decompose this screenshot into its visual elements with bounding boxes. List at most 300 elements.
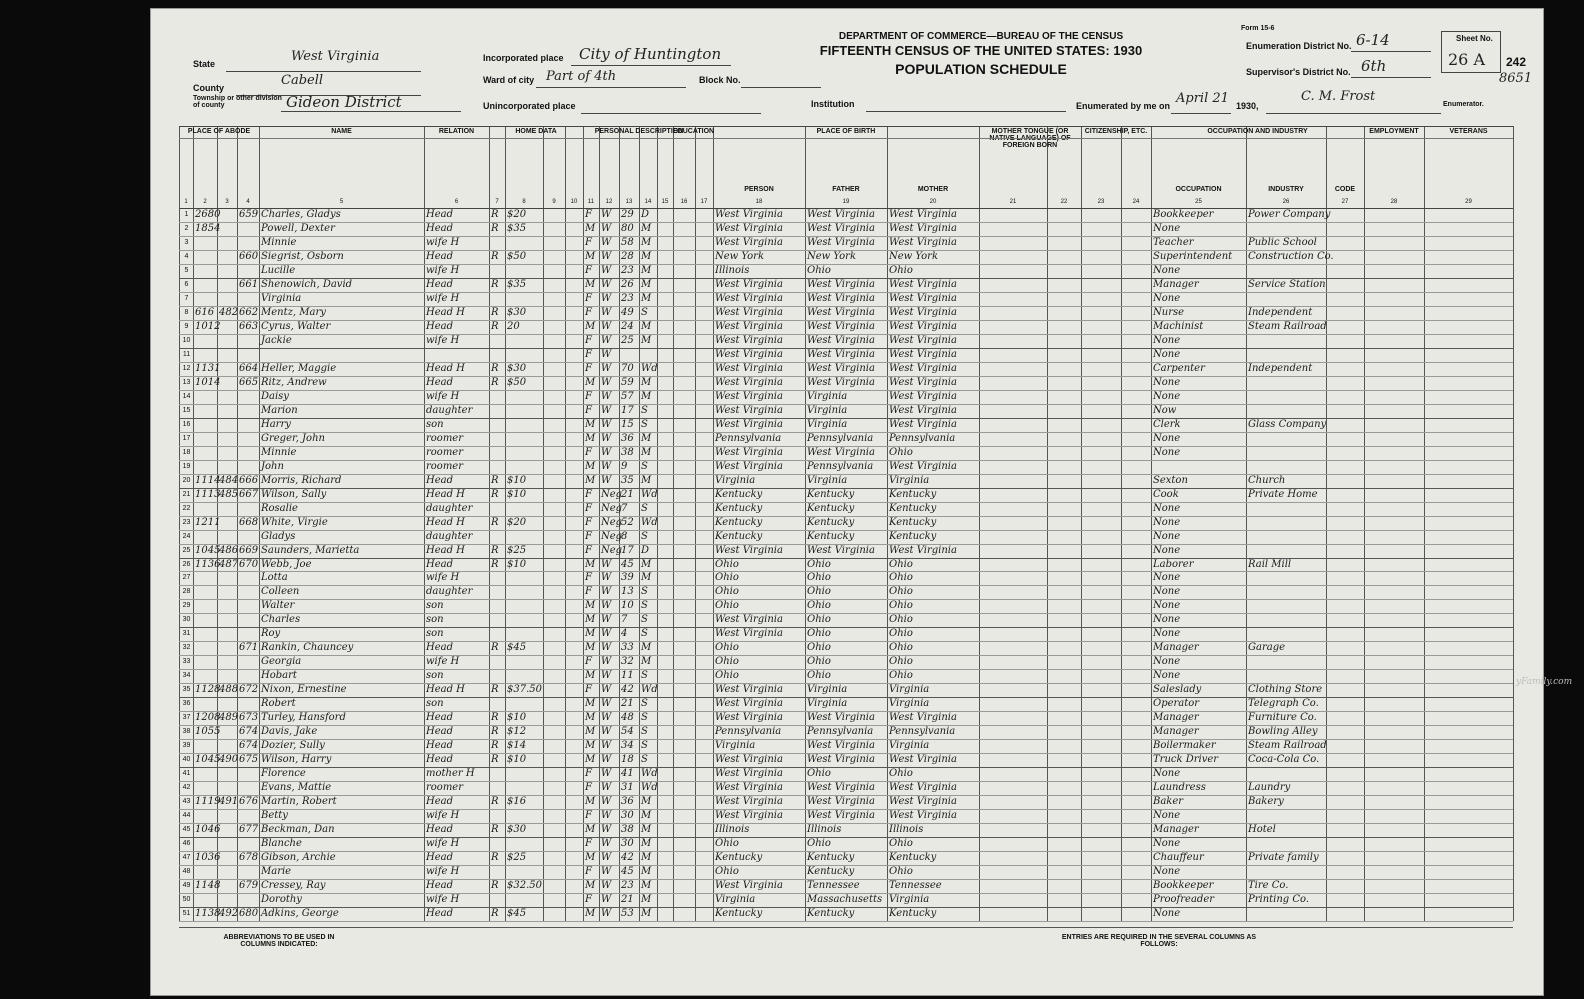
cell-mpob: Illinois <box>889 824 924 836</box>
cell-name: Wilson, Harry <box>261 754 332 766</box>
cell-race: W <box>601 209 612 220</box>
cell-pob: West Virginia <box>715 390 783 402</box>
cell-occ: Manager <box>1153 712 1199 724</box>
line-number: 39 <box>182 742 191 750</box>
cell-h: 1055 <box>195 726 221 738</box>
table-row <box>179 711 1513 725</box>
cell-pob: Kentucky <box>715 908 763 920</box>
cell-val: $20 <box>507 516 527 528</box>
cell-rel: Head <box>426 278 454 290</box>
cell-race: W <box>601 894 612 906</box>
cell-occ: Superintendent <box>1153 250 1233 262</box>
cell-age: 8 <box>621 530 628 542</box>
cell-age: 52 <box>621 516 634 528</box>
cell-race: W <box>601 684 612 696</box>
instructions-footer <box>179 927 1513 988</box>
cell-rel: Head <box>426 558 454 570</box>
cell-name: White, Virgie <box>261 516 328 528</box>
cell-pob: Virginia <box>715 894 756 906</box>
cell-fpob: Ohio <box>807 558 831 570</box>
cell-pob: Ohio <box>715 866 739 878</box>
cell-ms: M <box>641 222 652 234</box>
cell-race: W <box>601 656 612 668</box>
cell-fpob: Kentucky <box>807 516 855 528</box>
cell-age: 9 <box>621 460 628 472</box>
cell-fpob: Kentucky <box>807 530 855 542</box>
cell-occ: None <box>1153 670 1181 682</box>
cell-ind: Clothing Store <box>1248 684 1323 696</box>
cell-ms: M <box>641 558 652 570</box>
state-value: West Virginia <box>291 49 380 64</box>
cell-race: Neg <box>601 502 623 514</box>
cell-mpob: West Virginia <box>889 209 957 220</box>
cell-sex: M <box>585 614 596 626</box>
cell-mpob: Ohio <box>889 642 913 654</box>
line-number: 34 <box>182 672 191 680</box>
cell-age: 7 <box>621 614 628 626</box>
cell-mpob: West Virginia <box>889 810 957 822</box>
line-number: 2 <box>184 224 189 232</box>
cell-name: Davis, Jake <box>261 726 318 738</box>
cell-name: Wilson, Sally <box>261 488 327 500</box>
cell-own: R <box>491 642 499 654</box>
cell-name: Martin, Robert <box>261 796 337 808</box>
cell-sex: F <box>585 209 592 220</box>
cell-fam: 679 <box>239 880 259 892</box>
cell-age: 57 <box>621 390 634 402</box>
cell-age: 26 <box>621 278 634 290</box>
cell-age: 45 <box>621 558 634 570</box>
cell-fam: 660 <box>239 250 259 262</box>
table-row <box>179 781 1513 795</box>
cell-race: W <box>601 670 612 682</box>
table-row <box>179 837 1513 851</box>
cell-occ: Carpenter <box>1153 362 1205 374</box>
cell-sex: M <box>585 670 596 682</box>
cell-name: Cyrus, Walter <box>261 320 331 332</box>
cell-mpob: Kentucky <box>889 908 937 920</box>
cell-sex: M <box>585 628 596 640</box>
line-number: 51 <box>182 910 191 918</box>
cell-pob: West Virginia <box>715 222 783 234</box>
cell-age: 41 <box>621 768 634 780</box>
cell-name: Charles <box>261 614 301 626</box>
table-row <box>179 851 1513 865</box>
table-row <box>179 404 1513 418</box>
line-number: 27 <box>182 574 191 582</box>
cell-own: R <box>491 474 499 486</box>
cell-ind: Steam Railroad <box>1248 740 1327 752</box>
cell-ms: S <box>641 530 648 542</box>
cell-pob: West Virginia <box>715 278 783 290</box>
cell-dw: 487 <box>219 558 239 570</box>
table-row <box>179 376 1513 390</box>
cell-val: $10 <box>507 712 527 724</box>
cell-sex: F <box>585 866 592 878</box>
cell-pob: Pennsylvania <box>715 726 782 738</box>
table-row <box>179 893 1513 907</box>
cell-fam: 675 <box>239 754 259 766</box>
cell-h: 1211 <box>195 516 221 528</box>
cell-mpob: West Virginia <box>889 348 957 360</box>
cell-age: 36 <box>621 432 634 444</box>
cell-sex: M <box>585 320 596 332</box>
cell-sex: F <box>585 810 592 822</box>
cell-pob: West Virginia <box>715 348 783 360</box>
cell-sex: F <box>585 586 592 598</box>
cell-pob: West Virginia <box>715 236 783 248</box>
cell-age: 25 <box>621 334 634 346</box>
cell-age: 28 <box>621 250 634 262</box>
cell-val: $25 <box>507 544 527 556</box>
cell-sex: F <box>585 446 592 458</box>
cell-occ: Laborer <box>1153 558 1194 570</box>
cell-race: W <box>601 586 612 598</box>
line-number: 1 <box>184 211 189 218</box>
cell-sex: M <box>585 908 596 920</box>
cell-pob: West Virginia <box>715 460 783 472</box>
cell-pob: Kentucky <box>715 502 763 514</box>
cell-age: 49 <box>621 306 634 318</box>
column-number: 14 <box>644 199 652 205</box>
cell-own: R <box>491 796 499 808</box>
cell-ms: S <box>641 460 648 472</box>
cell-pob: Ohio <box>715 642 739 654</box>
cell-fpob: West Virginia <box>807 348 875 360</box>
cell-fpob: West Virginia <box>807 334 875 346</box>
table-row <box>179 320 1513 334</box>
cell-pob: West Virginia <box>715 418 783 430</box>
cell-pob: Pennsylvania <box>715 432 782 444</box>
cell-mpob: West Virginia <box>889 320 957 332</box>
cell-age: 23 <box>621 880 634 892</box>
cell-sex: F <box>585 502 592 514</box>
cell-age: 23 <box>621 292 634 304</box>
cell-rel: daughter <box>426 586 473 598</box>
cell-val: $12 <box>507 726 527 738</box>
cell-ms: S <box>641 418 648 430</box>
cell-ms: S <box>641 698 648 710</box>
cell-mpob: West Virginia <box>889 418 957 430</box>
cell-occ: None <box>1153 502 1181 514</box>
cell-age: 21 <box>621 488 634 500</box>
cell-race: W <box>601 810 612 822</box>
cell-race: W <box>601 376 612 388</box>
sheet-box <box>1441 31 1501 73</box>
cell-ms: Wd <box>641 516 658 528</box>
cell-fpob: Ohio <box>807 628 831 640</box>
cell-race: W <box>601 348 612 360</box>
cell-sex: M <box>585 376 596 388</box>
cell-fpob: West Virginia <box>807 278 875 290</box>
cell-sex: F <box>585 306 592 318</box>
column-number: 10 <box>570 199 578 205</box>
cell-fam: 674 <box>239 740 259 752</box>
cell-fpob: Ohio <box>807 656 831 668</box>
table-row <box>179 613 1513 627</box>
cell-val: $10 <box>507 488 527 500</box>
cell-rel: son <box>426 614 444 626</box>
cell-name: Dozier, Sully <box>261 740 325 752</box>
cell-ind: Service Station <box>1248 278 1326 290</box>
cell-val: $50 <box>507 250 527 262</box>
cell-val: $10 <box>507 754 527 766</box>
cell-mpob: Virginia <box>889 740 930 752</box>
cell-mpob: Ohio <box>889 558 913 570</box>
cell-pob: West Virginia <box>715 320 783 332</box>
enumerator-label: Enumerator. <box>1443 101 1484 108</box>
section-header: CITIZENSHIP, ETC. <box>1084 128 1148 135</box>
line-number: 13 <box>182 378 191 386</box>
enumerator-name: C. M. Frost <box>1301 89 1376 104</box>
cell-rel: roomer <box>426 432 464 444</box>
cell-fpob: Virginia <box>807 474 848 486</box>
cell-ms: S <box>641 670 648 682</box>
cell-fpob: Ohio <box>807 264 831 276</box>
column-number: 18 <box>755 199 763 205</box>
cell-occ: Sexton <box>1153 474 1188 486</box>
cell-pob: Ohio <box>715 600 739 612</box>
cell-h: 1119 <box>195 796 221 808</box>
cell-ind: Tire Co. <box>1248 880 1289 892</box>
cell-occ: None <box>1153 810 1181 822</box>
cell-name: Greger, John <box>261 432 325 444</box>
cell-sex: M <box>585 558 596 570</box>
cell-own: R <box>491 824 499 836</box>
table-row <box>179 278 1513 292</box>
sd-label: Supervisor's District No. <box>1246 67 1351 77</box>
cell-occ: Bookkeeper <box>1153 880 1214 892</box>
cell-mpob: West Virginia <box>889 544 957 556</box>
cell-race: W <box>601 264 612 276</box>
cell-name: Minnie <box>261 236 297 248</box>
line-number: 10 <box>182 336 191 344</box>
cell-sex: M <box>585 642 596 654</box>
cell-ms: M <box>641 572 652 584</box>
column-number: 29 <box>1465 199 1472 205</box>
cell-sex: M <box>585 824 596 836</box>
cell-mpob: Virginia <box>889 684 930 696</box>
cell-mpob: West Virginia <box>889 754 957 766</box>
table-row <box>179 655 1513 669</box>
line-number: 45 <box>182 826 191 834</box>
cell-race: W <box>601 278 612 290</box>
cell-name: Rankin, Chauncey <box>261 642 354 654</box>
cell-age: 34 <box>621 740 634 752</box>
table-row <box>179 544 1513 558</box>
table-row <box>179 250 1513 264</box>
cell-age: 39 <box>621 572 634 584</box>
cell-occ: None <box>1153 628 1181 640</box>
table-row <box>179 558 1513 572</box>
cell-occ: Machinist <box>1153 320 1204 332</box>
cell-pob: New York <box>715 250 764 262</box>
cell-own: R <box>491 278 499 290</box>
cell-sex: M <box>585 880 596 892</box>
cell-mpob: Kentucky <box>889 488 937 500</box>
cell-sex: F <box>585 782 592 794</box>
cell-mpob: West Virginia <box>889 796 957 808</box>
line-number: 35 <box>182 686 191 694</box>
cell-fpob: West Virginia <box>807 810 875 822</box>
cell-rel: mother H <box>426 768 475 780</box>
cell-mpob: West Virginia <box>889 712 957 724</box>
cell-pob: West Virginia <box>715 754 783 766</box>
cell-pob: West Virginia <box>715 544 783 556</box>
cell-pob: Ohio <box>715 572 739 584</box>
cell-rel: wife H <box>426 656 460 668</box>
cell-fam: 661 <box>239 278 259 290</box>
cell-occ: None <box>1153 768 1181 780</box>
cell-age: 24 <box>621 320 634 332</box>
section-header: VETERANS <box>1449 128 1488 135</box>
cell-sex: M <box>585 432 596 444</box>
column-number: 16 <box>680 199 688 205</box>
column-number: 24 <box>1132 199 1140 205</box>
cell-occ: Manager <box>1153 726 1199 738</box>
cell-name: Blanche <box>261 838 302 850</box>
cell-mpob: Ohio <box>889 670 913 682</box>
cell-own: R <box>491 712 499 724</box>
cell-fam: 668 <box>239 516 259 528</box>
table-row <box>179 306 1513 320</box>
cell-age: 11 <box>621 670 634 682</box>
sheet-value: 26 A <box>1448 50 1485 69</box>
cell-occ: None <box>1153 376 1181 388</box>
cell-ind: Garage <box>1248 642 1286 654</box>
cell-fpob: Kentucky <box>807 488 855 500</box>
cell-h: 1854 <box>195 222 221 234</box>
cell-name: Mentz, Mary <box>261 306 326 318</box>
cell-occ: None <box>1153 516 1181 528</box>
cell-fpob: Kentucky <box>807 866 855 878</box>
cell-h: 1208 <box>195 712 221 724</box>
cell-race: W <box>601 572 612 584</box>
cell-pob: West Virginia <box>715 768 783 780</box>
cell-fpob: Ohio <box>807 642 831 654</box>
cell-ms: S <box>641 614 648 626</box>
cell-rel: Head <box>426 209 454 220</box>
cell-h: 1136 <box>195 558 221 570</box>
cell-mpob: Ohio <box>889 614 913 626</box>
cell-ind: Bowling Alley <box>1248 726 1318 738</box>
cell-ind: Steam Railroad <box>1248 320 1327 332</box>
cell-fpob: West Virginia <box>807 209 875 220</box>
column-label: INDUSTRY <box>1268 186 1304 193</box>
cell-name: Harry <box>261 418 291 430</box>
cell-fpob: West Virginia <box>807 236 875 248</box>
line-number: 44 <box>182 812 191 820</box>
cell-fpob: West Virginia <box>807 796 875 808</box>
cell-ind: Bakery <box>1248 796 1284 808</box>
cell-rel: Head <box>426 642 454 654</box>
cell-age: 13 <box>621 586 634 598</box>
cell-rel: son <box>426 628 444 640</box>
cell-fpob: Pennsylvania <box>807 460 874 472</box>
line-number: 12 <box>182 364 191 372</box>
cell-occ: Laundress <box>1153 782 1206 794</box>
cell-fam: 673 <box>239 712 259 724</box>
cell-pob: Ohio <box>715 586 739 598</box>
cell-mpob: Kentucky <box>889 516 937 528</box>
column-number: 28 <box>1390 199 1398 205</box>
table-row <box>179 222 1513 236</box>
cell-ms: M <box>641 796 652 808</box>
cell-rel: Head H <box>426 488 465 500</box>
cell-age: 70 <box>621 362 634 374</box>
cell-fam: 663 <box>239 320 259 332</box>
cell-rel: roomer <box>426 460 464 472</box>
cell-name: Jackie <box>261 334 292 346</box>
incorporated-label: Incorporated place <box>483 53 564 63</box>
cell-ms: M <box>641 474 652 486</box>
cell-sex: M <box>585 698 596 710</box>
line-number: 49 <box>182 882 191 890</box>
cell-age: 30 <box>621 838 634 850</box>
column-number: 6 <box>454 199 459 205</box>
cell-rel: roomer <box>426 446 464 458</box>
section-header: NAME <box>331 128 352 135</box>
cell-ms: Wd <box>641 768 658 780</box>
cell-age: 38 <box>621 824 634 836</box>
cell-fpob: West Virginia <box>807 754 875 766</box>
line-number: 28 <box>182 588 191 596</box>
cell-dw: 485 <box>219 488 239 500</box>
cell-mpob: West Virginia <box>889 390 957 402</box>
cell-pob: West Virginia <box>715 209 783 220</box>
cell-age: 80 <box>621 222 634 234</box>
cell-pob: West Virginia <box>715 404 783 416</box>
cell-h: 1045 <box>195 544 221 556</box>
cell-occ: None <box>1153 432 1181 444</box>
cell-own: R <box>491 222 499 234</box>
cell-occ: None <box>1153 544 1181 556</box>
cell-ms: Wd <box>641 362 658 374</box>
cell-age: 23 <box>621 264 634 276</box>
cell-h: 1114 <box>195 474 221 486</box>
cell-ms: S <box>641 404 648 416</box>
cell-pob: Virginia <box>715 474 756 486</box>
cell-sex: M <box>585 600 596 612</box>
cell-race: Neg <box>601 530 623 542</box>
cell-val: $20 <box>507 209 527 220</box>
watermark: yFamily.com <box>1516 677 1573 687</box>
cell-fpob: Illinois <box>807 824 842 836</box>
sd-value: 6th <box>1361 57 1387 75</box>
cell-pob: Virginia <box>715 740 756 752</box>
section-header: OCCUPATION AND INDUSTRY <box>1207 128 1308 135</box>
cell-mpob: West Virginia <box>889 782 957 794</box>
cell-fam: 666 <box>239 474 259 486</box>
cell-rel: Head <box>426 908 454 920</box>
cell-ms: S <box>641 628 648 640</box>
cell-name: Morris, Richard <box>261 474 342 486</box>
cell-race: W <box>601 838 612 850</box>
cell-ind: Power Company <box>1248 209 1331 220</box>
cell-fpob: Virginia <box>807 684 848 696</box>
cell-race: W <box>601 236 612 248</box>
cell-race: W <box>601 852 612 864</box>
cell-ms: M <box>641 334 652 346</box>
cell-mpob: Tennessee <box>889 880 942 892</box>
column-label: OCCUPATION <box>1175 186 1222 193</box>
cell-race: W <box>601 320 612 332</box>
row-divider <box>179 921 1513 922</box>
cell-mpob: New York <box>889 250 938 262</box>
cell-fpob: Virginia <box>807 418 848 430</box>
table-row <box>179 767 1513 781</box>
column-number: 22 <box>1060 199 1068 205</box>
